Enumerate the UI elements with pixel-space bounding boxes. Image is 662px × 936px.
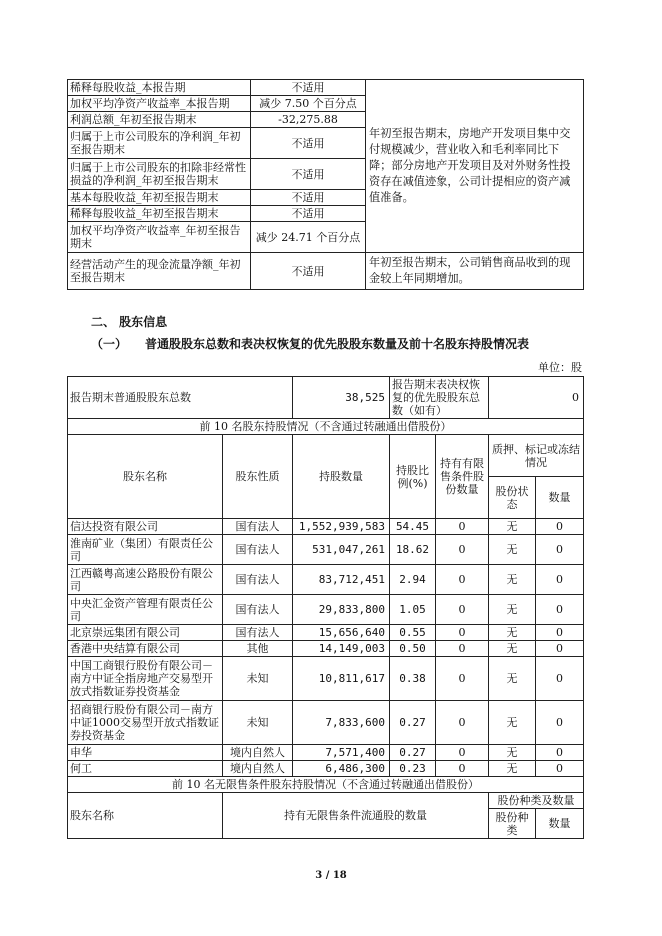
holder-nature: 国有法人	[223, 519, 293, 535]
holder-ratio: 18.62	[390, 535, 436, 565]
holder-status: 无	[489, 519, 536, 535]
indicator-note-2: 年初至报告期末，公司销售商品收到的现金较上年同期增加。	[366, 253, 584, 290]
indicator-value: 不适用	[251, 253, 366, 290]
pref-holders-label: 报告期末表决权恢复的优先股股东总数（如有）	[390, 377, 489, 419]
note-text: 年初至报告期末，房地产开发项目集中交付规模减少，营业收入和毛利率同比下降；部分房地产开发项目及对外财务性投资存在减值迹象，公司计提相应的资产减值准备。	[369, 127, 571, 204]
table-row	[68, 519, 584, 535]
holder-ratio: 0.38	[390, 657, 436, 701]
holder-nature: 国有法人	[223, 625, 293, 641]
holder-name: 北京崇远集团有限公司	[68, 625, 223, 641]
holder-name: 香港中央结算有限公司	[68, 641, 223, 657]
table-row	[68, 625, 584, 641]
holder-nature: 境内自然人	[223, 761, 293, 777]
top10-title: 前 10 名股东持股情况（不含通过转融通出借股份）	[68, 419, 584, 435]
holder-status: 无	[489, 641, 536, 657]
u-header-type: 股份种类	[489, 809, 536, 839]
holder-qty: 0	[536, 745, 584, 761]
holder-restricted: 0	[436, 565, 489, 595]
holder-name: 信达投资有限公司	[68, 519, 223, 535]
holder-restricted: 0	[436, 535, 489, 565]
section-title: 二、 股东信息	[91, 315, 168, 329]
holder-restricted: 0	[436, 701, 489, 745]
u-header-type-group: 股份种类及数量	[489, 793, 584, 809]
holder-restricted: 0	[436, 519, 489, 535]
holder-status: 无	[489, 745, 536, 761]
u-header-amount: 持有无限售条件流通股的数量	[223, 793, 489, 839]
holder-ratio: 0.23	[390, 761, 436, 777]
table-row	[68, 761, 584, 777]
table-row	[68, 595, 584, 625]
table-row	[68, 535, 584, 565]
holder-amount: 531,047,261	[293, 535, 390, 565]
indicator-label: 稀释每股收益_本报告期	[68, 80, 251, 96]
holder-nature: 其他	[223, 641, 293, 657]
subsection-number: （一）	[91, 337, 128, 351]
holder-name: 中国工商银行股份有限公司－南方中证全指房地产交易型开放式指数证券投资基金	[68, 657, 223, 701]
indicator-value: 减少 7.50 个百分点	[251, 96, 366, 112]
holder-qty: 0	[536, 641, 584, 657]
indicator-label: 归属于上市公司股东的扣除非经常性损益的净利润_年初至报告期末	[68, 159, 251, 190]
holder-restricted: 0	[436, 641, 489, 657]
table-row	[68, 745, 584, 761]
header-qty: 数量	[536, 477, 584, 519]
holder-amount: 6,486,300	[293, 761, 390, 777]
holder-ratio: 54.45	[390, 519, 436, 535]
holder-restricted: 0	[436, 625, 489, 641]
holder-qty: 0	[536, 595, 584, 625]
holder-name: 何工	[68, 761, 223, 777]
indicator-value: 减少 24.71 个百分点	[251, 222, 366, 253]
holder-restricted: 0	[436, 761, 489, 777]
holder-amount: 15,656,640	[293, 625, 390, 641]
holder-ratio: 0.27	[390, 745, 436, 761]
holder-qty: 0	[536, 701, 584, 745]
header-ratio: 持股比例(%)	[390, 435, 436, 519]
indicator-value: 不适用	[251, 206, 366, 222]
indicator-value: 不适用	[251, 159, 366, 190]
table-row	[68, 657, 584, 701]
indicator-label: 稀释每股收益_年初至报告期末	[68, 206, 251, 222]
holder-amount: 7,833,600	[293, 701, 390, 745]
indicator-value: 不适用	[251, 80, 366, 96]
financial-indicators-table	[67, 79, 584, 290]
holder-name: 招商银行股份有限公司－南方中证1000交易型开放式指数证券投资基金	[68, 701, 223, 745]
holder-amount: 14,149,003	[293, 641, 390, 657]
indicator-note-1	[366, 80, 584, 253]
shareholders-table	[67, 376, 584, 839]
holder-restricted: 0	[436, 595, 489, 625]
u-header-name: 股东名称	[68, 793, 223, 839]
holder-ratio: 2.94	[390, 565, 436, 595]
holder-ratio: 0.27	[390, 701, 436, 745]
holder-nature: 国有法人	[223, 565, 293, 595]
table-row	[68, 565, 584, 595]
holder-nature: 境内自然人	[223, 745, 293, 761]
header-name: 股东名称	[68, 435, 223, 519]
indicator-value: 不适用	[251, 128, 366, 159]
holder-amount: 83,712,451	[293, 565, 390, 595]
header-amount: 持股数量	[293, 435, 390, 519]
indicator-value: -32,275.88	[251, 112, 366, 128]
holder-nature: 国有法人	[223, 535, 293, 565]
holder-amount: 29,833,800	[293, 595, 390, 625]
unrestricted-title: 前 10 名无限售条件股东持股情况（不含通过转融通出借股份）	[68, 777, 584, 793]
holder-status: 无	[489, 701, 536, 745]
indicator-label: 基本每股收益_年初至报告期末	[68, 190, 251, 206]
holder-ratio: 0.50	[390, 641, 436, 657]
header-status: 股份状态	[489, 477, 536, 519]
holder-qty: 0	[536, 519, 584, 535]
holder-qty: 0	[536, 657, 584, 701]
holder-status: 无	[489, 595, 536, 625]
table-row	[68, 701, 584, 745]
holder-qty: 0	[536, 761, 584, 777]
subsection-title: 普通股股东总数和表决权恢复的优先股股东数量及前十名股东持股情况表	[145, 337, 530, 351]
holder-nature: 国有法人	[223, 595, 293, 625]
holder-status: 无	[489, 565, 536, 595]
header-nature: 股东性质	[223, 435, 293, 519]
u-header-qty: 数量	[536, 809, 584, 839]
holder-qty: 0	[536, 625, 584, 641]
holder-name: 中央汇金资产管理有限责任公司	[68, 595, 223, 625]
header-pledge: 质押、标记或冻结情况	[489, 435, 584, 477]
indicator-label: 经营活动产生的现金流量净额_年初至报告期末	[68, 253, 251, 290]
table-row	[68, 641, 584, 657]
holder-status: 无	[489, 625, 536, 641]
unit-label: 单位：股	[538, 361, 582, 374]
indicator-value: 不适用	[251, 190, 366, 206]
indicator-label: 利润总额_年初至报告期末	[68, 112, 251, 128]
holder-status: 无	[489, 535, 536, 565]
holder-restricted: 0	[436, 745, 489, 761]
holder-ratio: 0.55	[390, 625, 436, 641]
holder-amount: 10,811,617	[293, 657, 390, 701]
indicator-label: 加权平均净资产收益率_本报告期	[68, 96, 251, 112]
holder-name: 申华	[68, 745, 223, 761]
holder-amount: 1,552,939,583	[293, 519, 390, 535]
holder-status: 无	[489, 761, 536, 777]
holder-status: 无	[489, 657, 536, 701]
holder-restricted: 0	[436, 657, 489, 701]
total-holders-label: 报告期末普通股股东总数	[68, 377, 293, 419]
holder-nature: 未知	[223, 701, 293, 745]
holder-nature: 未知	[223, 657, 293, 701]
total-holders-value: 38,525	[293, 377, 390, 419]
page-number: 3 / 18	[315, 870, 347, 881]
indicator-label: 加权平均净资产收益率_年初至报告期末	[68, 222, 251, 253]
holder-qty: 0	[536, 565, 584, 595]
pref-holders-value: 0	[489, 377, 584, 419]
holder-qty: 0	[536, 535, 584, 565]
holder-name: 淮南矿业（集团）有限责任公司	[68, 535, 223, 565]
holder-ratio: 1.05	[390, 595, 436, 625]
holder-name: 江西赣粤高速公路股份有限公司	[68, 565, 223, 595]
indicator-label: 归属于上市公司股东的净利润_年初至报告期末	[68, 128, 251, 159]
header-restricted: 持有有限售条件股份数量	[436, 435, 489, 519]
holder-amount: 7,571,400	[293, 745, 390, 761]
